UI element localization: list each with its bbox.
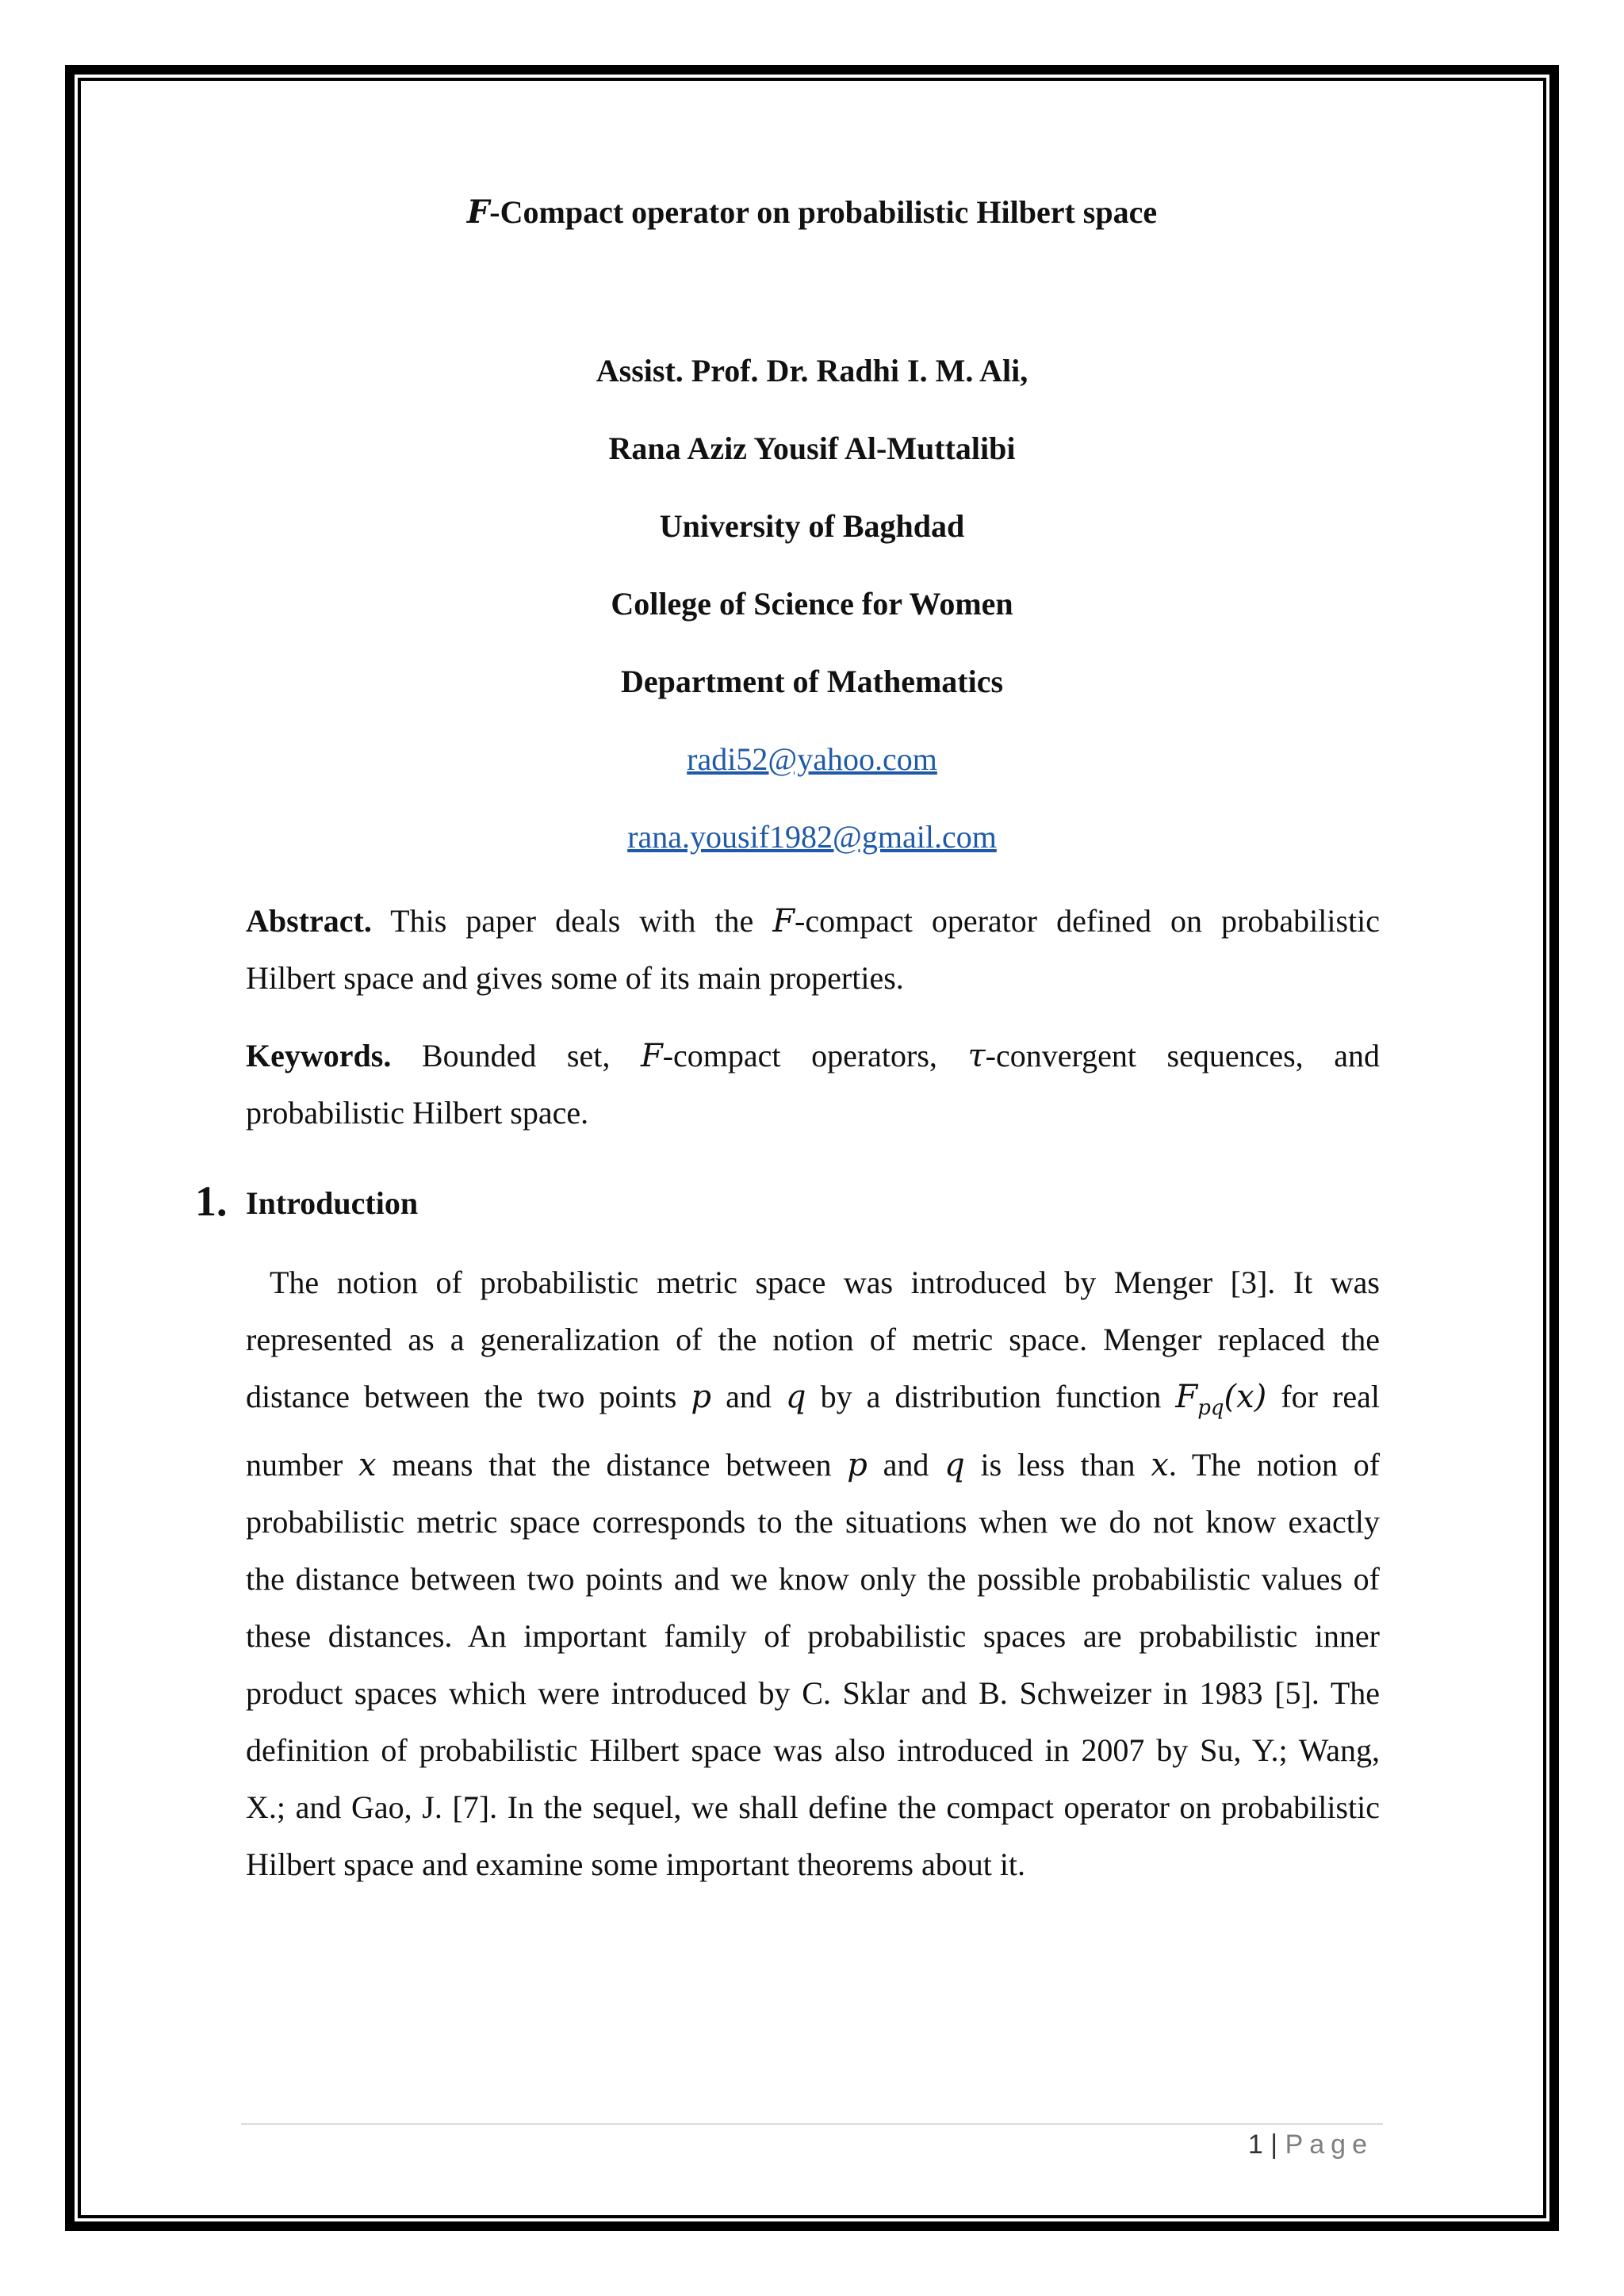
intro-l3-a: distance between the two points [246, 1379, 677, 1414]
paper-title [0, 193, 1624, 231]
author-2: Rana Aziz Yousif Al-Muttalibi [608, 430, 1016, 466]
intro-line-9: definition of probabilistic Hilbert space was also introduced in 2007 by Su, Y.; Wang, [246, 1732, 1380, 1768]
intro-and-2: and [883, 1447, 929, 1483]
intro-l4-c: is less than [980, 1447, 1136, 1483]
keywords-math-tau: τ [967, 1038, 986, 1074]
affiliation-university: University of Baghdad [659, 508, 965, 544]
intro-l3-b: by a distribution function [820, 1379, 1162, 1414]
keywords-line-2: probabilistic Hilbert space. [246, 1095, 589, 1131]
affiliation-college: College of Science for Women [611, 586, 1013, 622]
intro-l3-c: for real [1281, 1379, 1381, 1414]
math-p: p [691, 1379, 711, 1415]
intro-line-10: X.; and Gao, J. [7]. In the sequel, we shall define the compact operator on probabilistic [246, 1789, 1380, 1825]
keywords-math-F: F [640, 1038, 663, 1074]
intro-line-5: probabilistic metric space corresponds to the situations when we do not know exactly [246, 1504, 1380, 1540]
intro-line-7: these distances. An important family of probabilistic spaces are probabilistic inner [246, 1618, 1380, 1654]
math-p-2: p [847, 1447, 868, 1483]
math-x-arg: (x) [1224, 1379, 1267, 1415]
math-F: F [1175, 1379, 1198, 1415]
keywords-label: Keywords. [246, 1038, 392, 1073]
intro-line-8: product spaces which were introduced by C. Sklar and B. Schweizer in 1983 [5]. The [246, 1675, 1380, 1711]
email-link-2[interactable]: rana.yousif1982@gmail.com [627, 819, 997, 855]
intro-line-4 [246, 1437, 1380, 1494]
abstract-math-F: F [772, 903, 795, 939]
email-link-1[interactable]: radi52@yahoo.com [687, 741, 937, 777]
title-text: -Compact operator on probabilistic Hilbert space [489, 194, 1158, 230]
page-number: 1 [1247, 2130, 1263, 2160]
keywords-text-b: -compact operators, [662, 1038, 937, 1073]
math-subscript-pq: pq [1197, 1396, 1224, 1420]
footer-rule [241, 2123, 1383, 2125]
math-q-2: q [944, 1447, 965, 1483]
abstract-text-b: -compact operator defined on probabilistic [795, 903, 1380, 939]
intro-paragraph [246, 1254, 1380, 1893]
page-separator: | [1270, 2130, 1278, 2160]
abstract-paragraph [246, 893, 1380, 1007]
intro-l4-a: number [246, 1447, 343, 1483]
math-q: q [785, 1379, 806, 1415]
affiliation-department: Department of Mathematics [620, 664, 1004, 699]
math-x-2: x [1151, 1447, 1169, 1483]
intro-line-11: Hilbert space and examine some important theorems about it. [246, 1846, 1026, 1882]
section-number: 1. [195, 1177, 228, 1225]
page-word: Page [1285, 2130, 1373, 2160]
intro-line-2: represented as a generalization of the notion of metric space. Menger replaced the [246, 1322, 1380, 1357]
keywords-line-1 [246, 1027, 1380, 1085]
math-distribution-function [1175, 1379, 1267, 1420]
title-math-F: F [466, 193, 490, 231]
intro-line-6: the distance between two points and we know only the possible probabilistic values of [246, 1561, 1380, 1597]
intro-l4-d: . The notion of [1168, 1447, 1381, 1483]
intro-and: and [726, 1379, 772, 1414]
page-border-inner [78, 78, 1546, 2218]
intro-line-1: The notion of probabilistic metric space was introduced by Menger [3]. It was [270, 1265, 1380, 1300]
intro-line-3 [246, 1368, 1380, 1437]
keywords-paragraph [246, 1027, 1380, 1142]
keywords-text-a: Bounded set, [421, 1038, 611, 1073]
abstract-line-2: Hilbert space and gives some of its main properties. [246, 960, 904, 996]
abstract-text-a: This paper deals with the [390, 903, 754, 939]
section-title: Introduction [246, 1185, 419, 1221]
page-footer [1248, 2130, 1373, 2160]
intro-l4-b: means that the distance between [392, 1447, 832, 1483]
math-x: x [358, 1447, 377, 1483]
keywords-text-c: -convergent sequences, and [985, 1038, 1380, 1073]
abstract-line-1 [246, 893, 1380, 950]
author-1: Assist. Prof. Dr. Radhi I. M. Ali, [596, 353, 1028, 388]
abstract-label: Abstract. [246, 903, 372, 939]
